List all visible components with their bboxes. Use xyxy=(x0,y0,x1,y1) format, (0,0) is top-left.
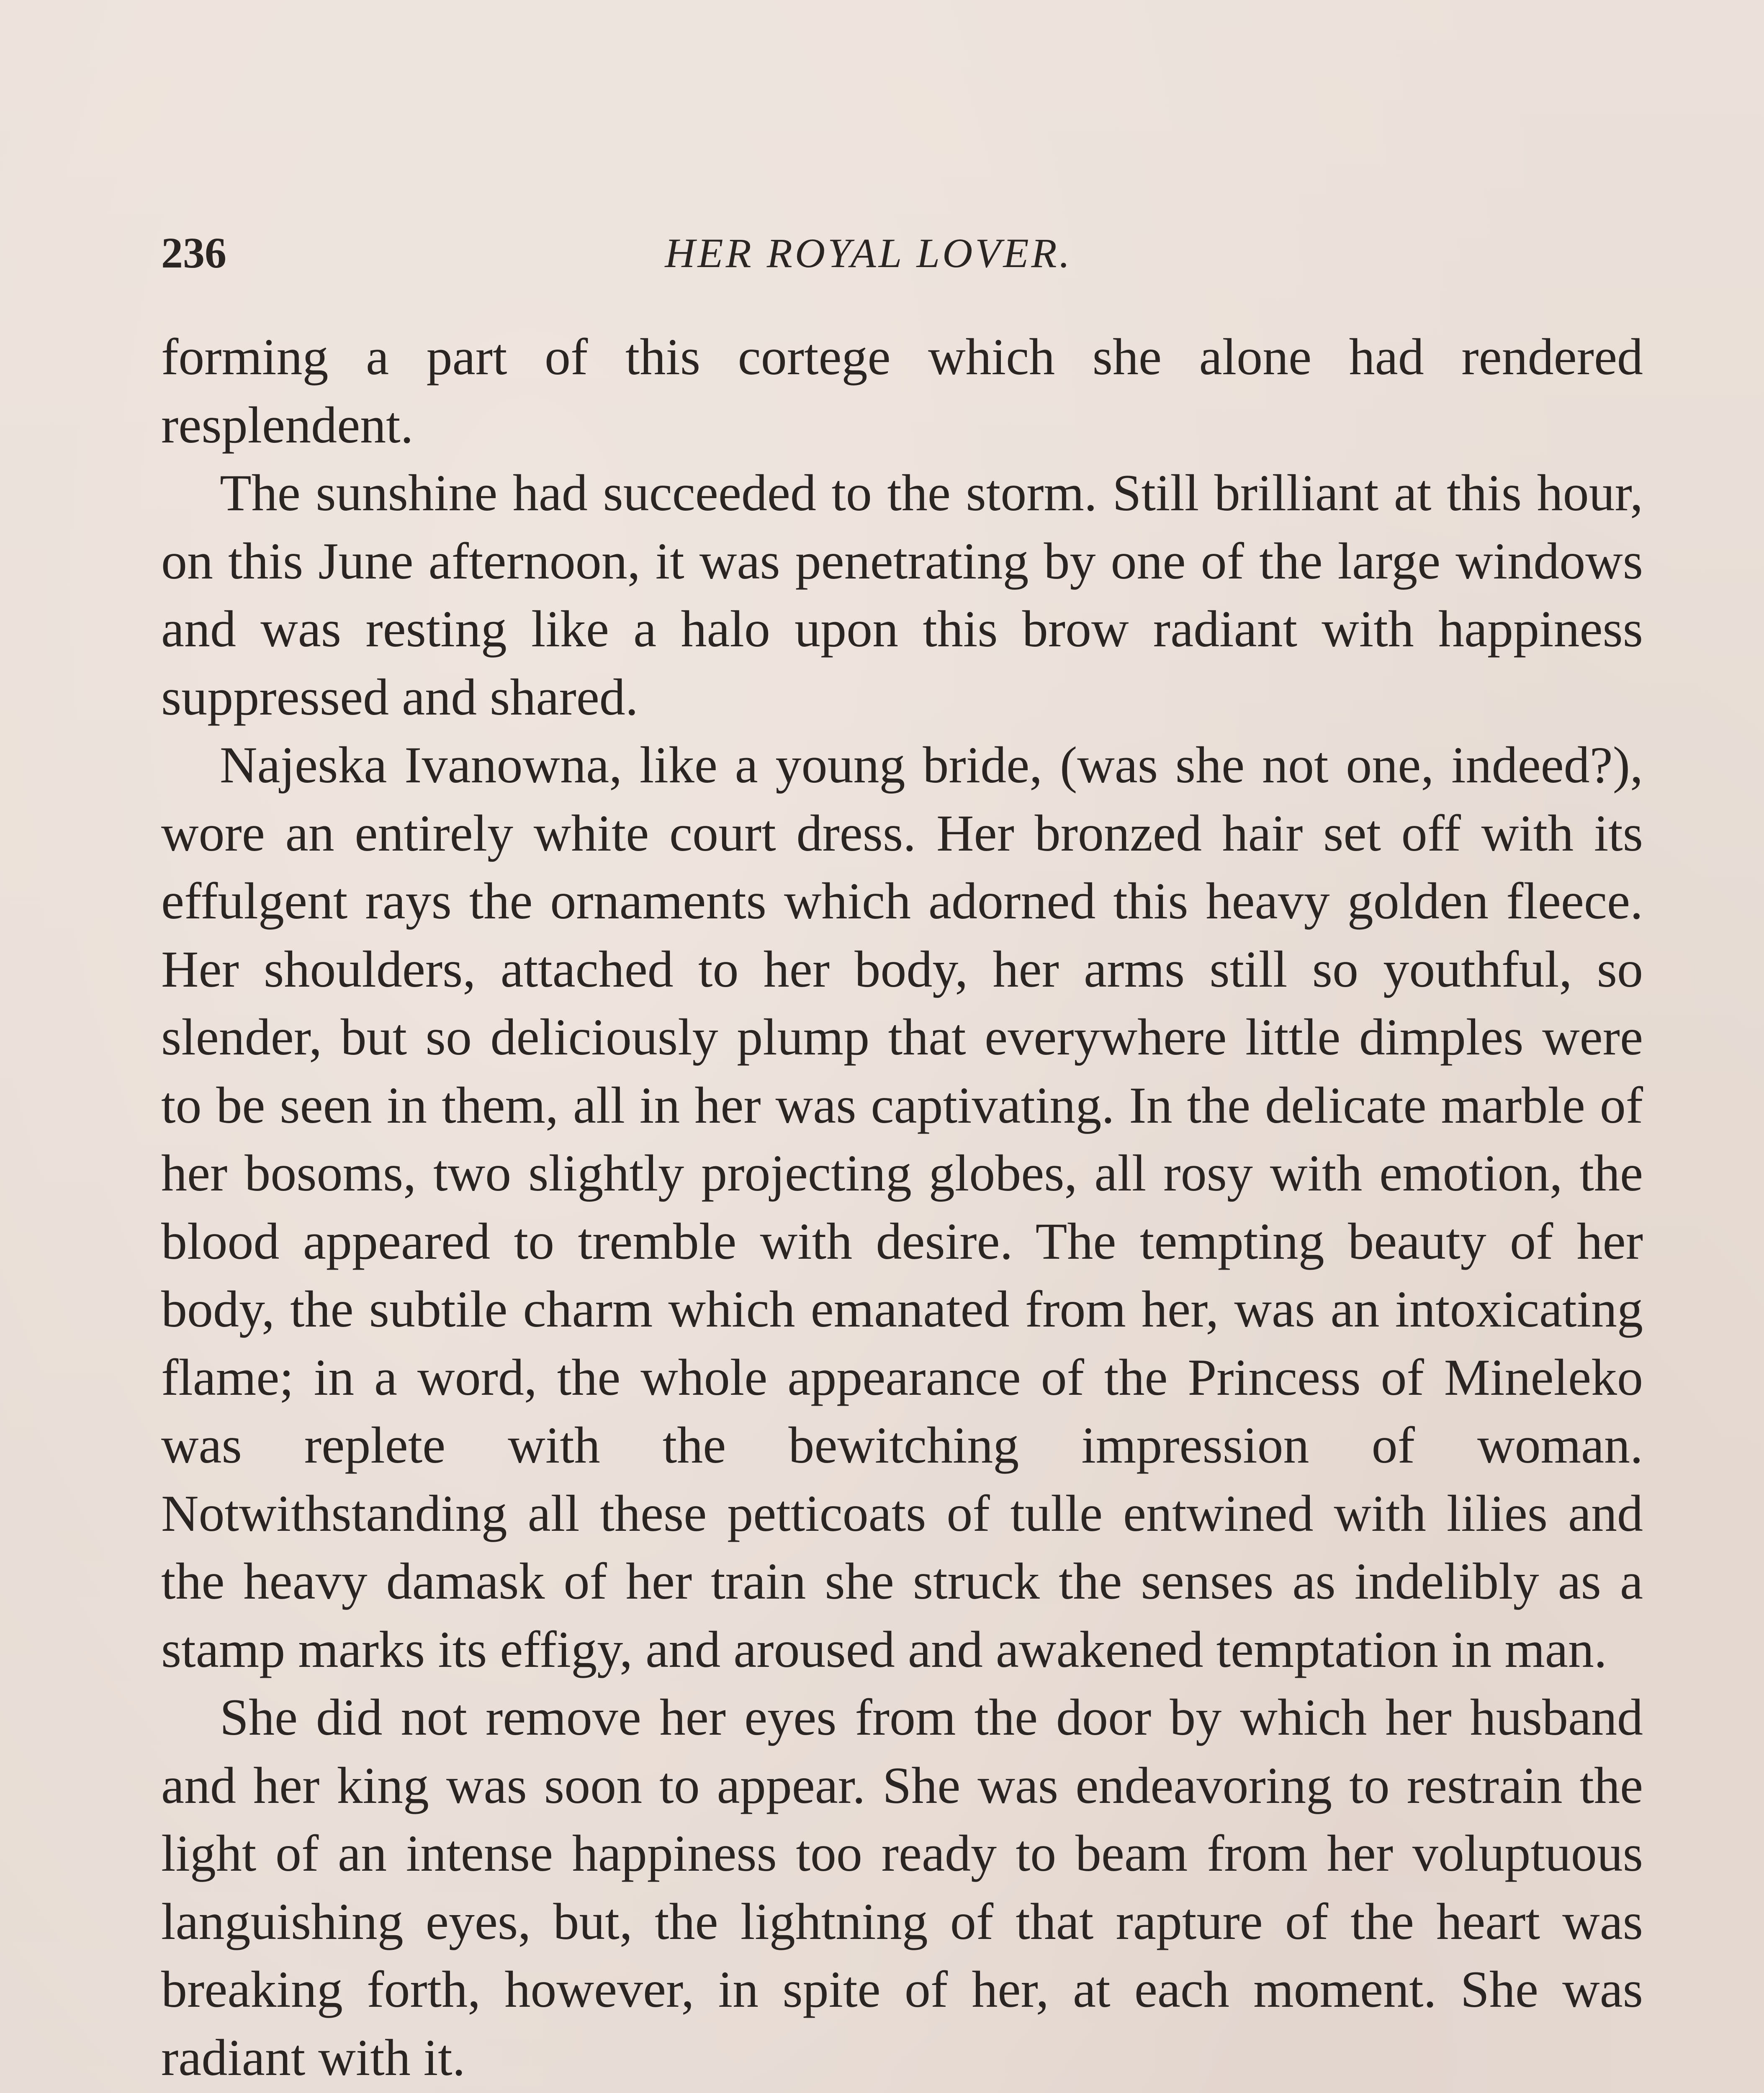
paragraph: Najeska Ivanowna, like a young bride, (was she not one, indeed?), wore an entirely white court dress. Her bronzed hair set off with its effulgent rays the ornaments which adorned this heavy golden fleece. Her shoulders, attached to her body, her arms still so youthful, so slender, but so deliciously plump that everywhere little dimples were to be seen in them, all in her was captivating. In the delicate marble of her bosoms, two slightly projecting globes, all rosy with emotion, the blood appeared to tremble with desire. The tempting beauty of her body, the subtile charm which emanated from her, was an intoxicating flame; in a word, the whole appearance of the Princess of Mineleko was replete with the bewitching impression of woman. Notwithstanding all these petticoats of tulle entwined with lilies and the heavy damask of her train she struck the senses as indelibly as a stamp marks its effigy, and aroused and awakened temptation in man. xyxy=(161,736,1643,1678)
running-title: HER ROYAL LOVER. xyxy=(665,230,1072,276)
paragraph: She did not remove her eyes from the door by which her husband and her king was soon to appear. She was endeavoring to restrain the light of an intense happiness too ready to beam from her voluptuous languishing eyes, but, the lightning of that rapture of the heart was breaking forth, however, in spite of her, at each moment. She was radiant with it. xyxy=(161,1689,1643,2086)
paragraph-continuation: forming a part of this cortege which she alone had rendered resplendent. xyxy=(161,328,1643,454)
body-text xyxy=(161,323,1643,2092)
page-header xyxy=(161,224,1576,283)
page-number: 236 xyxy=(161,229,226,277)
paragraph: The sunshine had succeeded to the storm. Still brilliant at this hour, on this June afternoon, it was penetrating by one of the large windows and was resting like a halo upon this brow radiant with happiness suppressed and shared. xyxy=(161,464,1643,726)
